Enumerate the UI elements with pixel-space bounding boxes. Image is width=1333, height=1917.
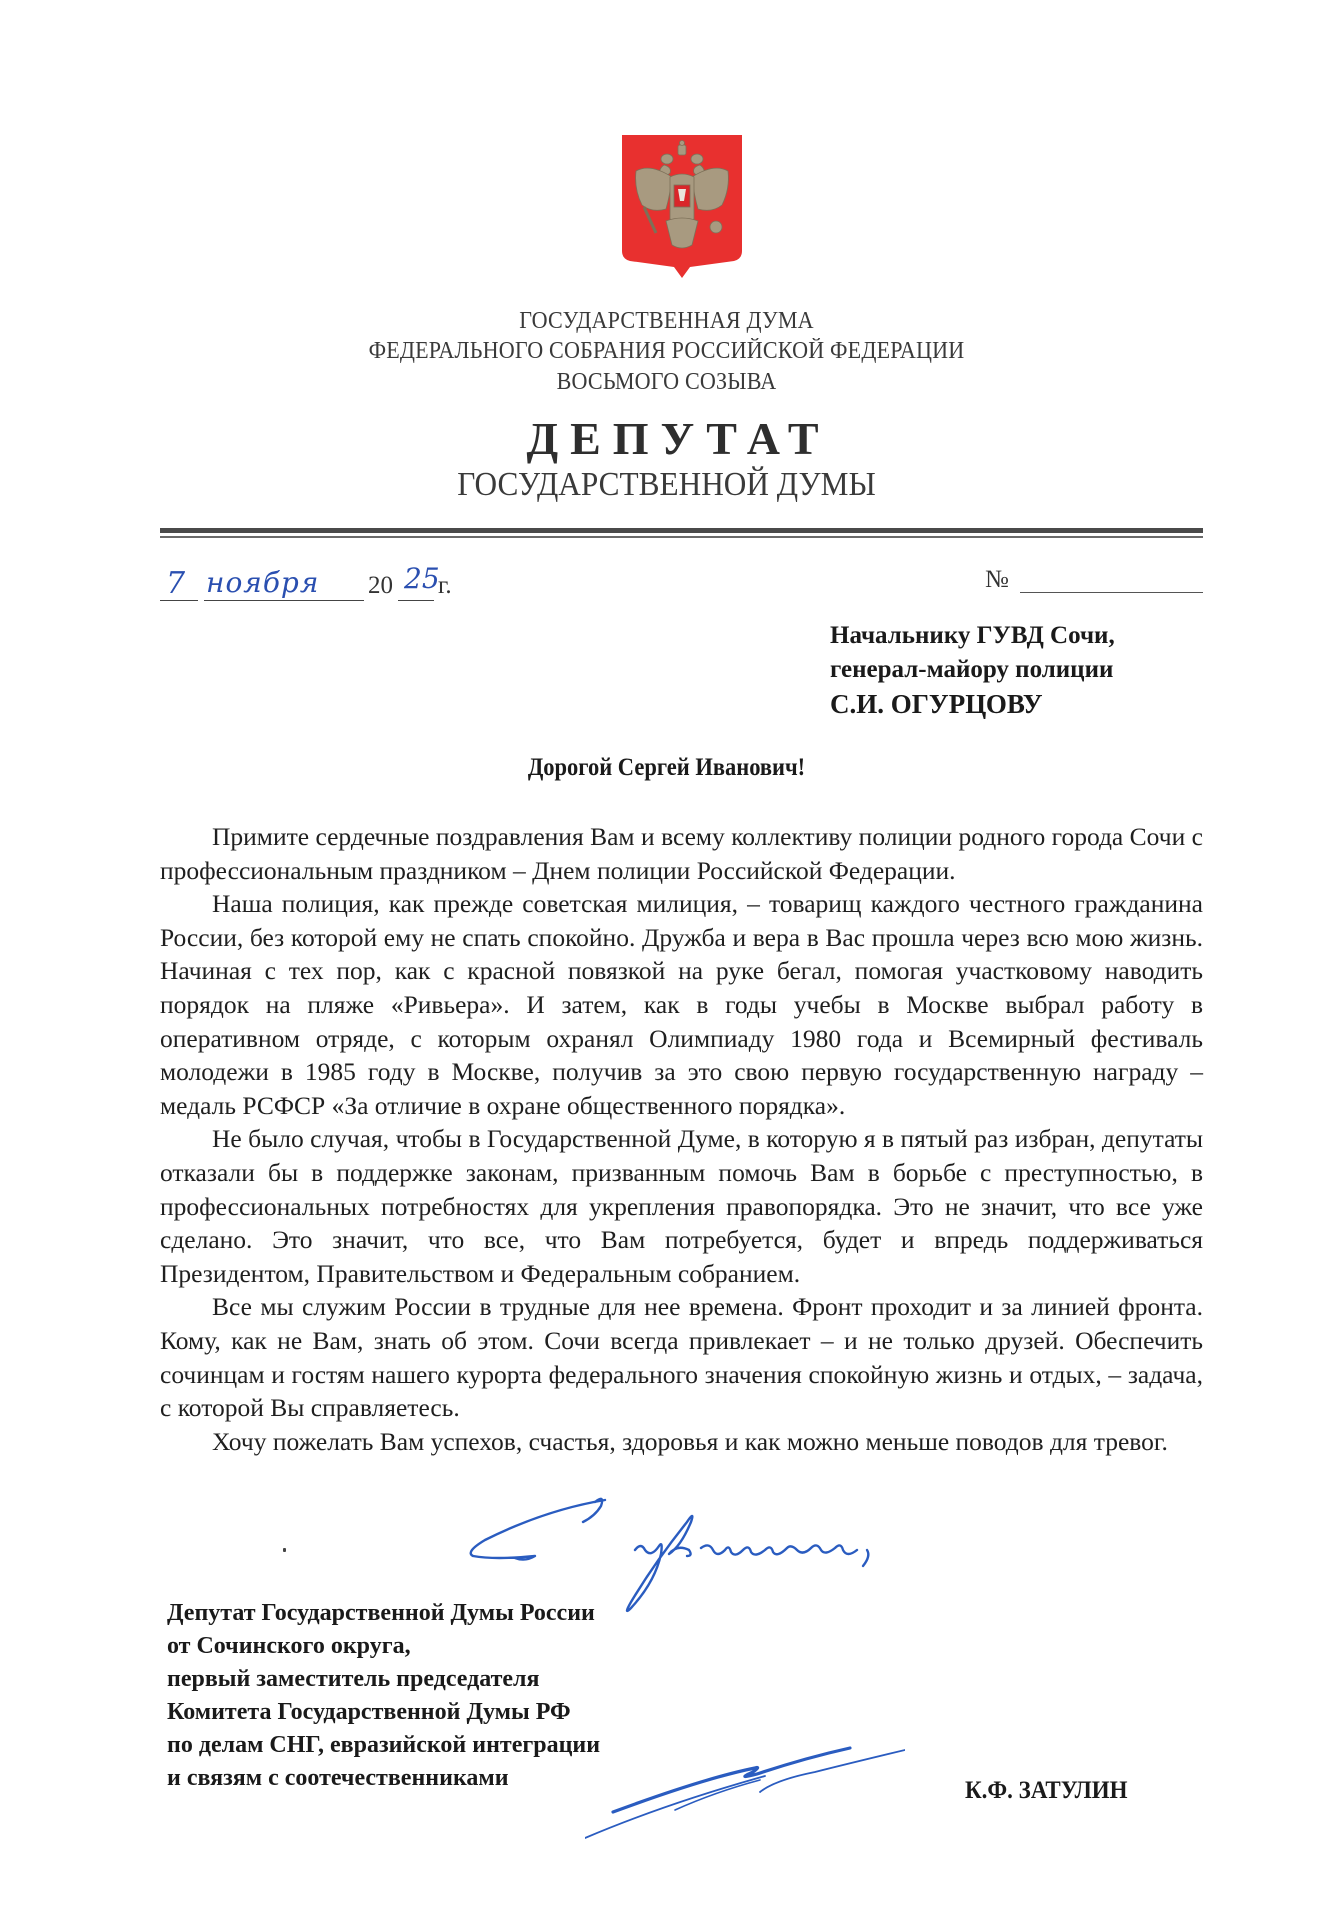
letterhead-title: ДЕПУТАТ xyxy=(526,413,831,464)
coat-of-arms-emblem xyxy=(620,133,744,279)
body-paragraph: Хочу пожелать Вам успехов, счастья, здоровья и как можно меньше поводов для тревог. xyxy=(212,1426,1168,1456)
body-paragraph: Примите сердечные поздравления Вам и всему коллективу полиции родного города Сочи с профессиональным праздником – Днем полиции Российской Федерации. xyxy=(160,822,1203,885)
body-paragraph: Наша полиция, как прежде советская милиция, – товарищ каждого честного гражданина России, без которой ему не спать спокойно. Дружба и вера в Вас прошла через всю мою жизнь. Начиная с тех пор, как с красной повязкой на руке бегал, помогая участковому наводить порядок на пляже «Ривьера». И затем, как в годы учебы в Москве выбрал работу в оперативном отряде, с которым охранял Олимпиаду 1980 года и Всемирный фестиваль молодежи в 1985 году в Москве, получив за это свою первую государственную награду – медаль РСФСР «За отличие в охране общественного порядка». xyxy=(160,889,1203,1120)
signer-title-line: и связям с соотечественниками xyxy=(167,1765,509,1791)
signer-title-line: Депутат Государственной Думы России xyxy=(167,1600,595,1626)
document-number-field xyxy=(1020,592,1203,593)
addressee-name: С.И. ОГУРЦОВУ xyxy=(830,689,1043,719)
date-field xyxy=(160,562,460,618)
date-year-suffix: г. xyxy=(438,572,452,599)
signer-title-line: от Сочинского округа, xyxy=(167,1633,411,1659)
scan-artifact-dot xyxy=(283,1548,286,1552)
addressee-line-1: Начальнику ГУВД Сочи, xyxy=(830,622,1115,649)
date-year-handwritten: 25 xyxy=(404,562,440,595)
body-paragraph: Не было случая, чтобы в Государственной Думе, в которую я в пятый раз избран, депутаты отказали бы в поддержке законам, призванным помочь Вам в борьбе с преступностью, в профессиональных потребностях для укрепления правопорядка. Это не значит, что все уже сделано. Это значит, что все, что Вам потребуется, будет и впредь поддерживаться Президентом, Правительством и Федеральным собранием. xyxy=(160,1124,1203,1288)
double-headed-eagle-icon xyxy=(620,133,744,279)
signer-title-line: по делам СНГ, евразийской интеграции xyxy=(167,1732,601,1758)
signer-title-line: первый заместитель председателя xyxy=(167,1666,540,1692)
date-day-handwritten: 7 xyxy=(166,566,186,601)
date-month-underline xyxy=(204,600,364,601)
signature-icon xyxy=(585,1740,905,1860)
letterhead-subtitle: ГОСУДАРСТВЕННОЙ ДУМЫ xyxy=(457,466,876,503)
letterhead-line-2: ФЕДЕРАЛЬНОГО СОБРАНИЯ РОССИЙСКОЙ ФЕДЕРАЦИИ xyxy=(368,338,965,364)
body-paragraph: Все мы служим России в трудные для нее времена. Фронт проходит и за линией фронта. Кому, как не Вам, знать об этом. Сочи всегда привлекает – и не только друзей. Обеспечить сочинцам и гостям нашего курорта федерального значения спокойную жизнь и отдых, – задача, с которой Вы справляетесь. xyxy=(160,1292,1203,1423)
document-number-label: № xyxy=(985,566,1009,593)
signer-name: К.Ф. ЗАТУЛИН xyxy=(965,1777,1128,1804)
salutation: Дорогой Сергей Иванович! xyxy=(527,754,806,781)
signer-title-line: Комитета Государственной Думы РФ xyxy=(167,1699,571,1725)
handwritten-signature xyxy=(585,1740,905,1860)
addressee-line-2: генерал-майору полиции xyxy=(830,656,1114,683)
date-year-prefix: 20 xyxy=(368,572,393,599)
header-rule-thin xyxy=(160,536,1203,538)
header-rule-thick xyxy=(160,528,1203,533)
letterhead-line-1: ГОСУДАРСТВЕННАЯ ДУМА xyxy=(519,308,814,334)
date-year-underline xyxy=(398,600,434,601)
letter-body xyxy=(160,820,1203,1458)
letterhead-line-3: ВОСЬМОГО СОЗЫВА xyxy=(556,369,777,395)
date-month-handwritten: ноября xyxy=(206,566,320,599)
